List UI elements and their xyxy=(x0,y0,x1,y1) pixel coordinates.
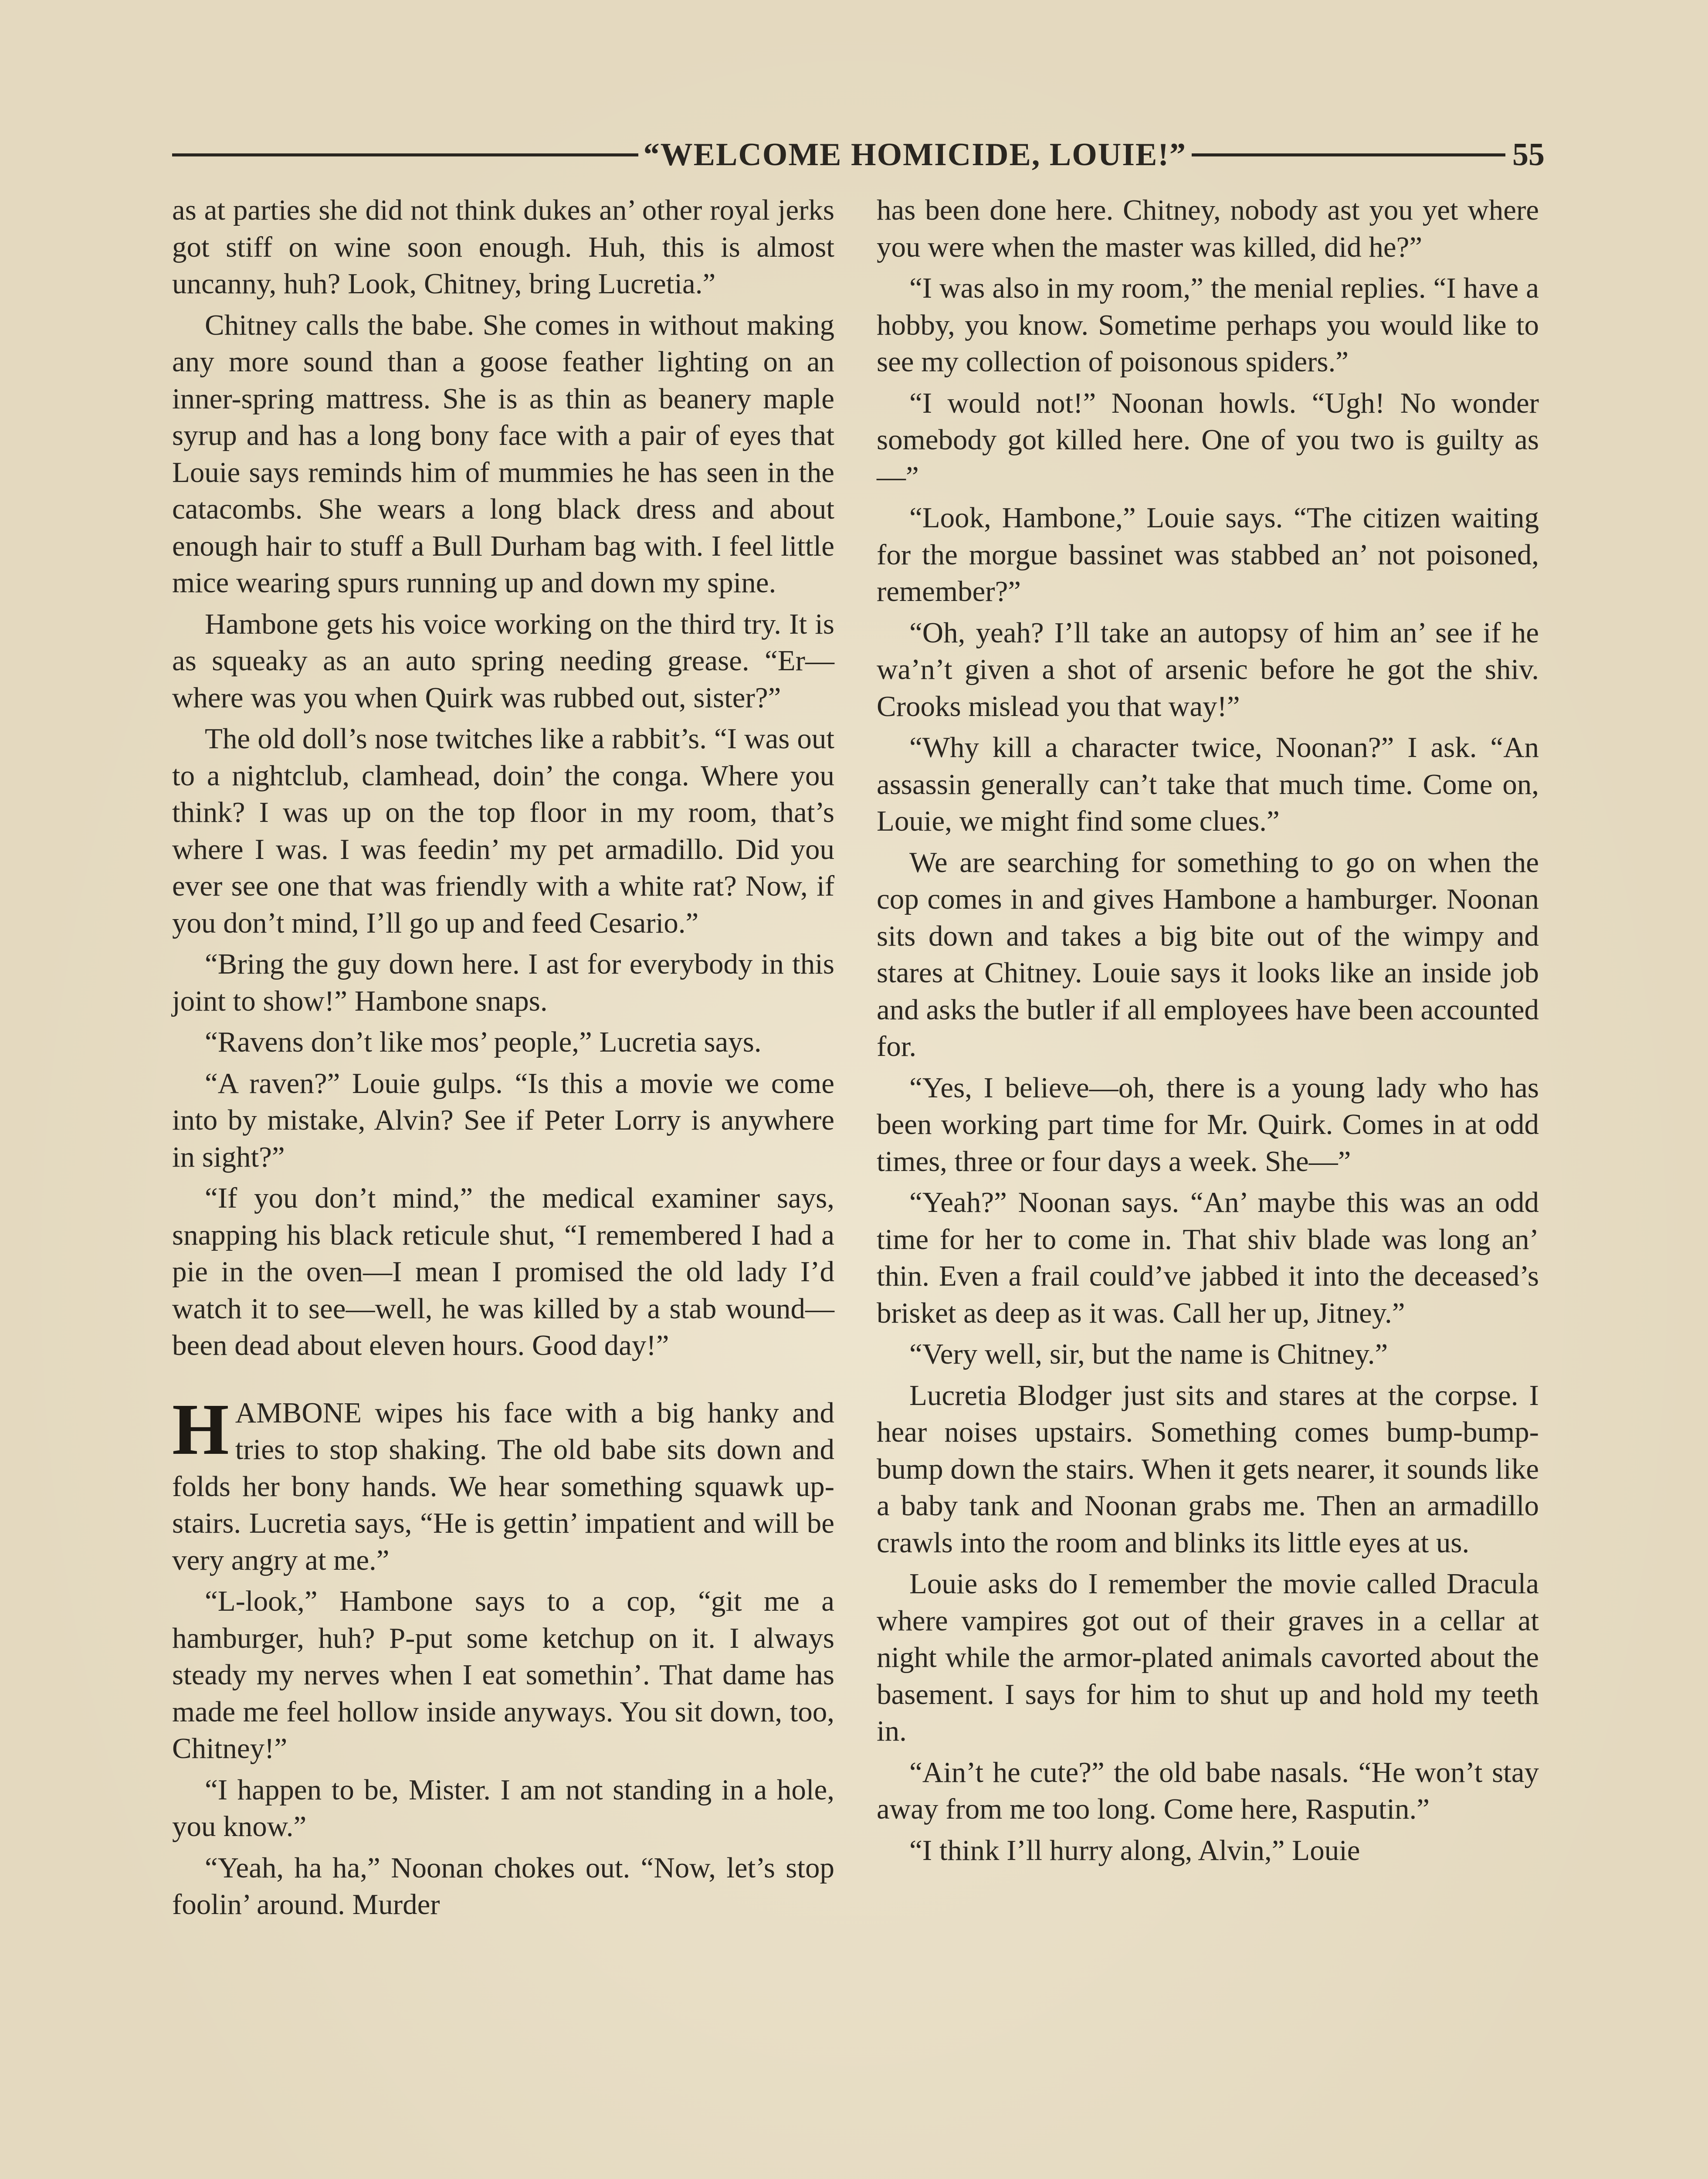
paragraph: “Yes, I believe—oh, there is a young lady who has been working part time for Mr. Quirk. Comes in at odd times, three or four days a week. She—” xyxy=(877,1071,1539,1178)
paragraph: has been done here. Chitney, nobody ast you yet where you were when the master was killed, did he?” xyxy=(877,194,1539,263)
paragraph: “Ravens don’t like mos’ people,” Lucretia says. xyxy=(205,1026,762,1058)
section-opening-text: AMBONE wipes his face with a big hanky and tries to stop shaking. The old babe sits down and folds her bony hands. We hear something squawk upstairs. Lucretia says, “He is gettin’ impatient and will be very angry at me.” xyxy=(172,1396,834,1576)
paragraph: We are searching for something to go on when the cop comes in and gives Hambone a hamburger. Noonan sits down and takes a big bite out of the wimpy and stares at Chitney. Louie says it looks like an inside job and asks the butler if all employees have been accounted for. xyxy=(877,846,1539,1062)
paragraph: “Yeah, ha ha,” Noonan chokes out. “Now, let’s stop foolin’ around. Murder xyxy=(172,1851,834,1921)
paragraph: “I was also in my room,” the menial replies. “I have a hobby, you know. Sometime perhaps you would like to see my collection of poisonous spiders.” xyxy=(877,272,1539,378)
header-rule-right xyxy=(1192,153,1505,156)
paragraph: “A raven?” Louie gulps. “Is this a movie we come into by mistake, Alvin? See if Peter Lorry is anywhere in sight?” xyxy=(172,1067,834,1173)
paragraph: “If you don’t mind,” the medical examiner says, snapping his black reticule shut, “I remembered I had a pie in the oven—I mean I promised the old lady I’d watch it to see—well, he was killed by a stab wound—been dead about eleven hours. Good day!” xyxy=(172,1182,834,1361)
left-column xyxy=(172,192,834,1928)
page-number: 55 xyxy=(1512,136,1545,173)
paragraph: “Yeah?” Noonan says. “An’ maybe this was an odd time for her to come in. That shiv blade was long an’ thin. Even a frail could’ve jabbed it into the deceased’s brisket as deep as it was. Call her up, Jitney.” xyxy=(877,1186,1539,1329)
paragraph: The old doll’s nose twitches like a rabbit’s. “I was out to a nightclub, clamhead, doin’ the conga. Where you think? I was up on the top floor in my room, that’s where I was. I was feedin’ my pet armadillo. Did you ever see one that was friendly with a white rat? Now, if you don’t mind, I’ll go up and feed Cesario.” xyxy=(172,723,834,939)
paragraph: as at parties she did not think dukes an’ other royal jerks got stiff on wine soon enough. Huh, this is almost uncanny, huh? Look, Chitney, bring Lucretia.” xyxy=(172,194,834,300)
paragraph: “Ain’t he cute?” the old babe nasals. “He won’t stay away from me too long. Come here, Rasputin.” xyxy=(877,1756,1539,1825)
paragraph: “I think I’ll hurry along, Alvin,” Louie xyxy=(909,1834,1360,1867)
running-header xyxy=(172,131,1545,179)
right-column xyxy=(877,192,1539,1873)
header-rule-left xyxy=(172,153,638,156)
drop-cap: H xyxy=(172,1388,229,1470)
paragraph: Lucretia Blodger just sits and stares at the corpse. I hear noises upstairs. Something comes bump-bump-bump down the stairs. When it gets nearer, it sounds like a baby tank and Noonan grabs me. Then an armadillo crawls into the room and blinks its little eyes at us. xyxy=(877,1379,1539,1559)
paragraph: Louie asks do I remember the movie called Dracula where vampires got out of their graves in a cellar at night while the armor-plated animals cavorted about the basement. I says for him to shut up and hold my teeth in. xyxy=(877,1568,1539,1747)
paragraph: “I happen to be, Mister. I am not standing in a hole, you know.” xyxy=(172,1773,834,1843)
paragraph: “I would not!” Noonan howls. “Ugh! No wonder somebody got killed here. One of you two is guilty as—” xyxy=(877,387,1539,493)
paragraph: “Look, Hambone,” Louie says. “The citizen waiting for the morgue bassinet was stabbed an’ not poisoned, remember?” xyxy=(877,502,1539,608)
paragraph: “Oh, yeah? I’ll take an autopsy of him an’ see if he wa’n’t given a shot of arsenic before he got the shiv. Crooks mislead you that way!” xyxy=(877,616,1539,723)
section-opening-paragraph xyxy=(172,1388,834,1579)
running-title: “WELCOME HOMICIDE, LOUIE!” xyxy=(643,136,1186,173)
paragraph: Hambone gets his voice working on the third try. It is as squeaky as an auto spring needing grease. “Er—where was you when Quirk was rubbed out, sister?” xyxy=(172,608,834,714)
paragraph: “Why kill a character twice, Noonan?” I ask. “An assassin generally can’t take that much time. Come on, Louie, we might find some clues.” xyxy=(877,731,1539,837)
paragraph: “Very well, sir, but the name is Chitney.” xyxy=(909,1338,1388,1370)
paragraph: Chitney calls the babe. She comes in without making any more sound than a goose feather lighting on an inner-spring mattress. She is as thin as beanery maple syrup and has a long bony face with a pair of eyes that Louie says reminds him of mummies he has seen in the catacombs. She wears a long black dress and about enough hair to stuff a Bull Durham bag with. I feel little mice wearing spurs running up and down my spine. xyxy=(172,309,834,599)
paragraph: “Bring the guy down here. I ast for everybody in this joint to show!” Hambone snaps. xyxy=(172,948,834,1017)
paragraph: “L-look,” Hambone says to a cop, “git me a hamburger, huh? P-put some ketchup on it. I always steady my nerves when I eat somethin’. That dame has made me feel hollow inside anyways. You sit down, too, Chitney!” xyxy=(172,1585,834,1765)
